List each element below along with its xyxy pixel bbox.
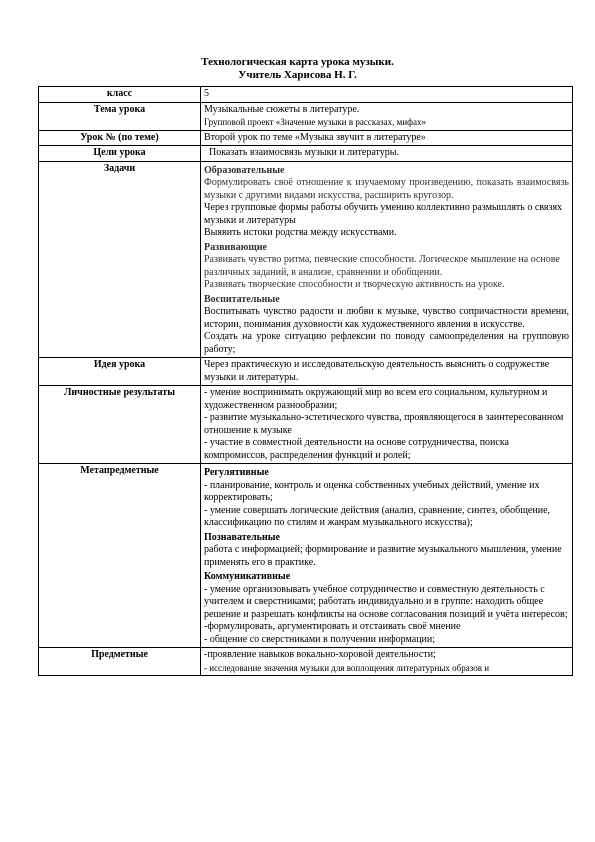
task-text: Развивать чувство ритма, певческие способности. Логическое мышление на основе различных заданий, в анализе, сравнении и обобщении.	[204, 254, 560, 278]
personal-results-cell	[201, 386, 573, 464]
result-item: - участие в совместной деятельности на основе сотрудничества, поиска компромиссов, распределения функций и ролей;	[204, 437, 509, 461]
row-label: Метапредметные	[39, 464, 201, 648]
result-item: - общение со сверстниками в получении информации;	[204, 633, 436, 645]
idea-value: Через практическую и исследовательскую деятельность выяснить о содружестве музыки и литературы.	[201, 358, 573, 386]
task-text: Создать на уроке ситуацию рефлексии по поводу самоопределения на групповую работу;	[204, 331, 569, 355]
goals-value: Показать взаимосвязь музыки и литературы.	[201, 146, 573, 162]
topic-cell	[201, 102, 573, 130]
task-text: Через групповые формы работы обучить умению коллективно размышлять о связях музыки и литературы	[204, 202, 563, 226]
subject-results-cell	[201, 648, 573, 676]
row-label: Личностные результаты	[39, 386, 201, 464]
section-heading: Развивающие	[204, 241, 267, 253]
table-row	[39, 130, 573, 146]
result-item: - планирование, контроль и оценка собственных учебных действий, умение их корректировать;	[204, 479, 540, 503]
row-label: Цели урока	[39, 146, 201, 162]
topic-line: Групповой проект «Значение музыки в рассказах, мифах»	[204, 117, 426, 127]
table-row	[39, 464, 573, 648]
table-row	[39, 161, 573, 358]
row-label: Тема урока	[39, 102, 201, 130]
task-text: Развивать творческие способности и творческую активность на уроке.	[204, 279, 505, 290]
teacher-name: Учитель Харисова Н. Г.	[238, 69, 357, 81]
row-label: Урок № (по теме)	[39, 130, 201, 146]
section-heading: Регулятивные	[204, 467, 269, 478]
table-row	[39, 87, 573, 103]
task-text: Формулировать своё отношение к изучаемому произведению, показать взаимосвязь музыки с другими видами искусства, расширить кругозор.	[204, 177, 569, 201]
page-title	[0, 56, 595, 82]
result-item: - умение воспринимать окружающий мир во всем его социальном, культурном и художественном разнообразии;	[204, 387, 548, 411]
table-row	[39, 102, 573, 130]
table-row	[39, 386, 573, 464]
lesson-card-table	[38, 86, 573, 676]
grade-value: 5	[201, 87, 573, 103]
result-item: -проявление навыков вокально-хоровой деятельности;	[204, 649, 436, 660]
section-heading: Коммуникативные	[204, 571, 291, 582]
result-item: -формулировать, аргументировать и отстаивать своё мнение	[204, 621, 461, 632]
document-title: Технологическая карта урока музыки.	[201, 56, 394, 68]
section-heading: Познавательные	[204, 531, 280, 543]
row-label: Задачи	[39, 161, 201, 358]
row-label: класс	[39, 87, 201, 103]
meta-results-cell	[201, 464, 573, 648]
lesson-number-value: Второй урок по теме «Музыка звучит в литературе»	[201, 130, 573, 146]
section-heading: Образовательные	[204, 164, 285, 176]
row-label: Предметные	[39, 648, 201, 676]
row-label: Идея урока	[39, 358, 201, 386]
result-item: работа с информацией; формирование и развитие музыкального мышления, умение применять его в практике.	[204, 544, 562, 568]
table-row	[39, 146, 573, 162]
result-item: - развитие музыкально-эстетического чувства, проявляющегося в заинтересованном отношение к музыке	[204, 412, 564, 436]
tasks-cell	[201, 161, 573, 358]
table-row	[39, 648, 573, 676]
result-item: - умение совершать логические действия (анализ, сравнение, синтез, обобщение, классификацию по стилям и жанрам музыкального искусства);	[204, 504, 551, 528]
table-row	[39, 358, 573, 386]
result-item: - умение организовывать учебное сотрудничество и совместную деятельность с учителем и сверстниками; работать индивидуально и в группе: находить общее решение и разрешать конфликты на основе согласования позиций и учёта интересов;	[204, 583, 568, 620]
task-text: Выявить истоки родства между искусствами.	[204, 227, 397, 238]
task-text: Воспитывать чувство радости и любви к музыке, чувство сопричастности времени, истории, понимания духовности как художественного явления в искусстве.	[204, 306, 569, 330]
section-heading: Воспитательные	[204, 293, 280, 305]
topic-line: Музыкальные сюжеты в литературе.	[204, 103, 360, 115]
result-item: - исследование значения музыки для воплощения литературных образов и	[204, 662, 490, 673]
